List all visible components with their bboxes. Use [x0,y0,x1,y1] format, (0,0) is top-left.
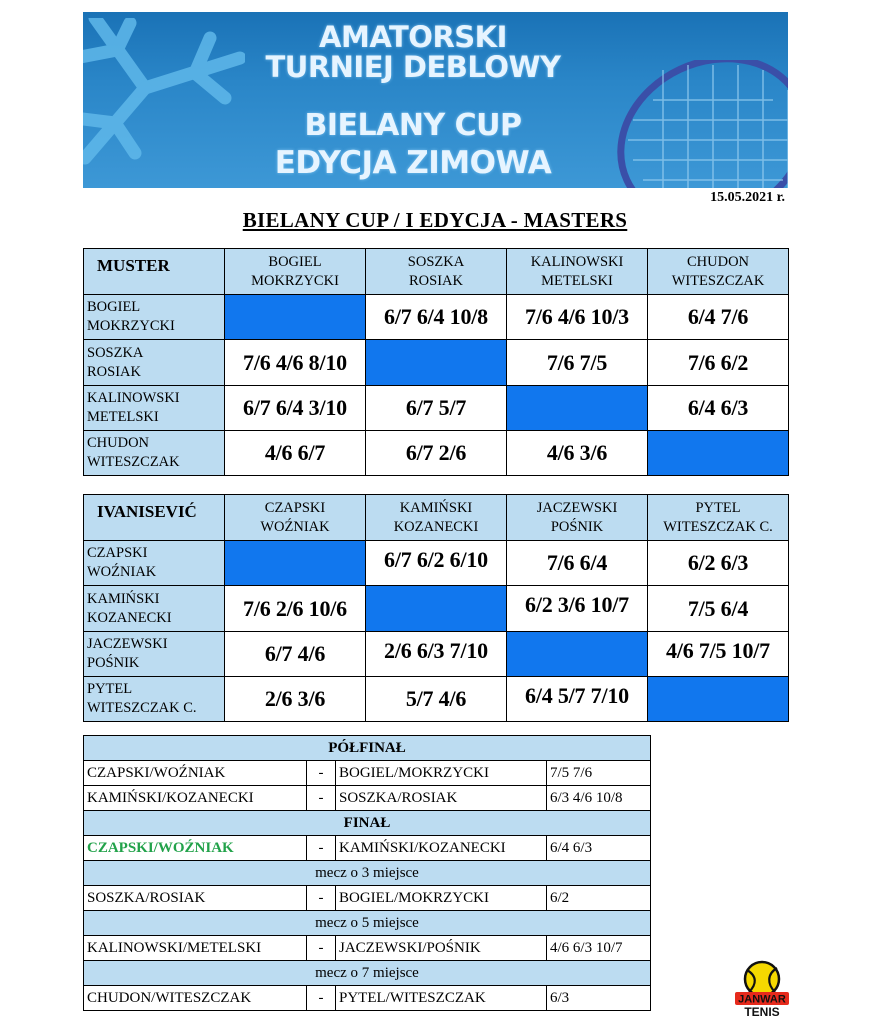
banner-line-2: TURNIEJ DEBLOWY [265,50,561,84]
team-b: BOGIEL/MOKRZYCKI [336,886,547,911]
score-cell: 7/6 6/2 [648,340,789,386]
table-row [84,986,651,1011]
separator: - [307,986,336,1011]
team-b: BOGIEL/MOKRZYCKI [336,761,547,786]
score-cell: 4/6 6/7 [225,431,366,476]
table-row [84,936,651,961]
tournament-banner [83,12,788,188]
row-header: KAMIŃSKI KOZANECKI [84,586,225,632]
score-cell: 7/6 4/6 10/3 [507,295,648,340]
team-a: CZAPSKI/WOŹNIAK [84,761,307,786]
page-title: BIELANY CUP / I EDYCJA - MASTERS [242,208,628,232]
diagonal-cell [648,677,789,722]
diagonal-cell [507,386,648,431]
seventh-place-header: mecz o 7 miejsce [84,961,651,986]
column-header: PYTEL WITESZCZAK C. [648,495,789,541]
score-cell: 6/7 6/2 6/10 [366,541,507,586]
row-header: SOSZKA ROSIAK [84,340,225,386]
score-cell: 4/6 3/6 [507,431,648,476]
score-cell: 4/6 7/5 10/7 [648,632,789,677]
match-score: 7/5 7/6 [547,761,651,786]
match-score: 6/4 6/3 [547,836,651,861]
diagonal-cell [225,295,366,340]
separator: - [307,936,336,961]
score-cell: 2/6 6/3 7/10 [366,632,507,677]
score-cell: 5/7 4/6 [366,677,507,722]
team-a: KAMIŃSKI/KOZANECKI [84,786,307,811]
group-name: MUSTER [84,249,225,295]
separator: - [307,786,336,811]
separator: - [307,761,336,786]
score-cell: 7/5 6/4 [648,586,789,632]
separator: - [307,836,336,861]
event-date: 15.05.2021 r. [710,190,785,205]
banner-line-4: EDYCJA ZIMOWA [274,145,552,181]
team-a: KALINOWSKI/METELSKI [84,936,307,961]
row-header: KALINOWSKI METELSKI [84,386,225,431]
score-cell: 6/7 6/4 10/8 [366,295,507,340]
row-header: CHUDON WITESZCZAK [84,431,225,476]
score-cell: 6/7 6/4 3/10 [225,386,366,431]
final-header: FINAŁ [84,811,651,836]
score-cell: 6/2 6/3 [648,541,789,586]
team-a: CHUDON/WITESZCZAK [84,986,307,1011]
score-cell: 6/4 7/6 [648,295,789,340]
diagonal-cell [507,632,648,677]
diagonal-cell [648,431,789,476]
table-row [84,761,651,786]
banner-line-3: BIELANY CUP [304,108,522,143]
janwar-tenis-logo [733,958,791,1018]
tennis-ball-icon [745,962,779,996]
row-header: JACZEWSKI POŚNIK [84,632,225,677]
match-score: 6/3 [547,986,651,1011]
group-name: IVANISEVIĆ [84,495,225,541]
match-score: 6/3 4/6 10/8 [547,786,651,811]
column-header: KALINOWSKI METELSKI [507,249,648,295]
score-cell: 6/4 6/3 [648,386,789,431]
score-cell: 7/6 6/4 [507,541,648,586]
team-b: KAMIŃSKI/KOZANECKI [336,836,547,861]
separator: - [307,886,336,911]
score-cell: 6/7 5/7 [366,386,507,431]
column-header: SOSZKA ROSIAK [366,249,507,295]
row-header: BOGIEL MOKRZYCKI [84,295,225,340]
score-cell: 2/6 3/6 [225,677,366,722]
column-header: KAMIŃSKI KOZANECKI [366,495,507,541]
score-cell: 7/6 4/6 8/10 [225,340,366,386]
match-score: 4/6 6/3 10/7 [547,936,651,961]
team-b: SOSZKA/ROSIAK [336,786,547,811]
semifinal-header: PÓŁFINAŁ [84,736,651,761]
score-cell: 7/6 7/5 [507,340,648,386]
team-b: PYTEL/WITESZCZAK [336,986,547,1011]
score-cell: 6/2 3/6 10/7 [507,586,648,632]
score-cell: 6/7 2/6 [366,431,507,476]
svg-text:TENIS: TENIS [744,1005,780,1018]
svg-text:JANWAR: JANWAR [738,993,786,1006]
winner-team: CZAPSKI/WOŹNIAK [84,836,307,861]
score-cell: 7/6 2/6 10/6 [225,586,366,632]
group-muster-table [83,248,789,476]
fifth-place-header: mecz o 5 miejsce [84,911,651,936]
match-score: 6/2 [547,886,651,911]
diagonal-cell [225,541,366,586]
third-place-header: mecz o 3 miejsce [84,861,651,886]
score-cell: 6/4 5/7 7/10 [507,677,648,722]
banner-line-1: AMATORSKI [319,20,507,54]
row-header: PYTEL WITESZCZAK C. [84,677,225,722]
score-cell: 6/7 4/6 [225,632,366,677]
column-header: CZAPSKI WOŹNIAK [225,495,366,541]
table-row [84,836,651,861]
table-row [84,886,651,911]
row-header: CZAPSKI WOŹNIAK [84,541,225,586]
team-a: SOSZKA/ROSIAK [84,886,307,911]
team-b: JACZEWSKI/POŚNIK [336,936,547,961]
diagonal-cell [366,340,507,386]
column-header: JACZEWSKI POŚNIK [507,495,648,541]
diagonal-cell [366,586,507,632]
table-row [84,786,651,811]
column-header: CHUDON WITESZCZAK [648,249,789,295]
playoff-results-table [83,735,651,1011]
column-header: BOGIEL MOKRZYCKI [225,249,366,295]
group-ivanisevic-table [83,494,789,722]
